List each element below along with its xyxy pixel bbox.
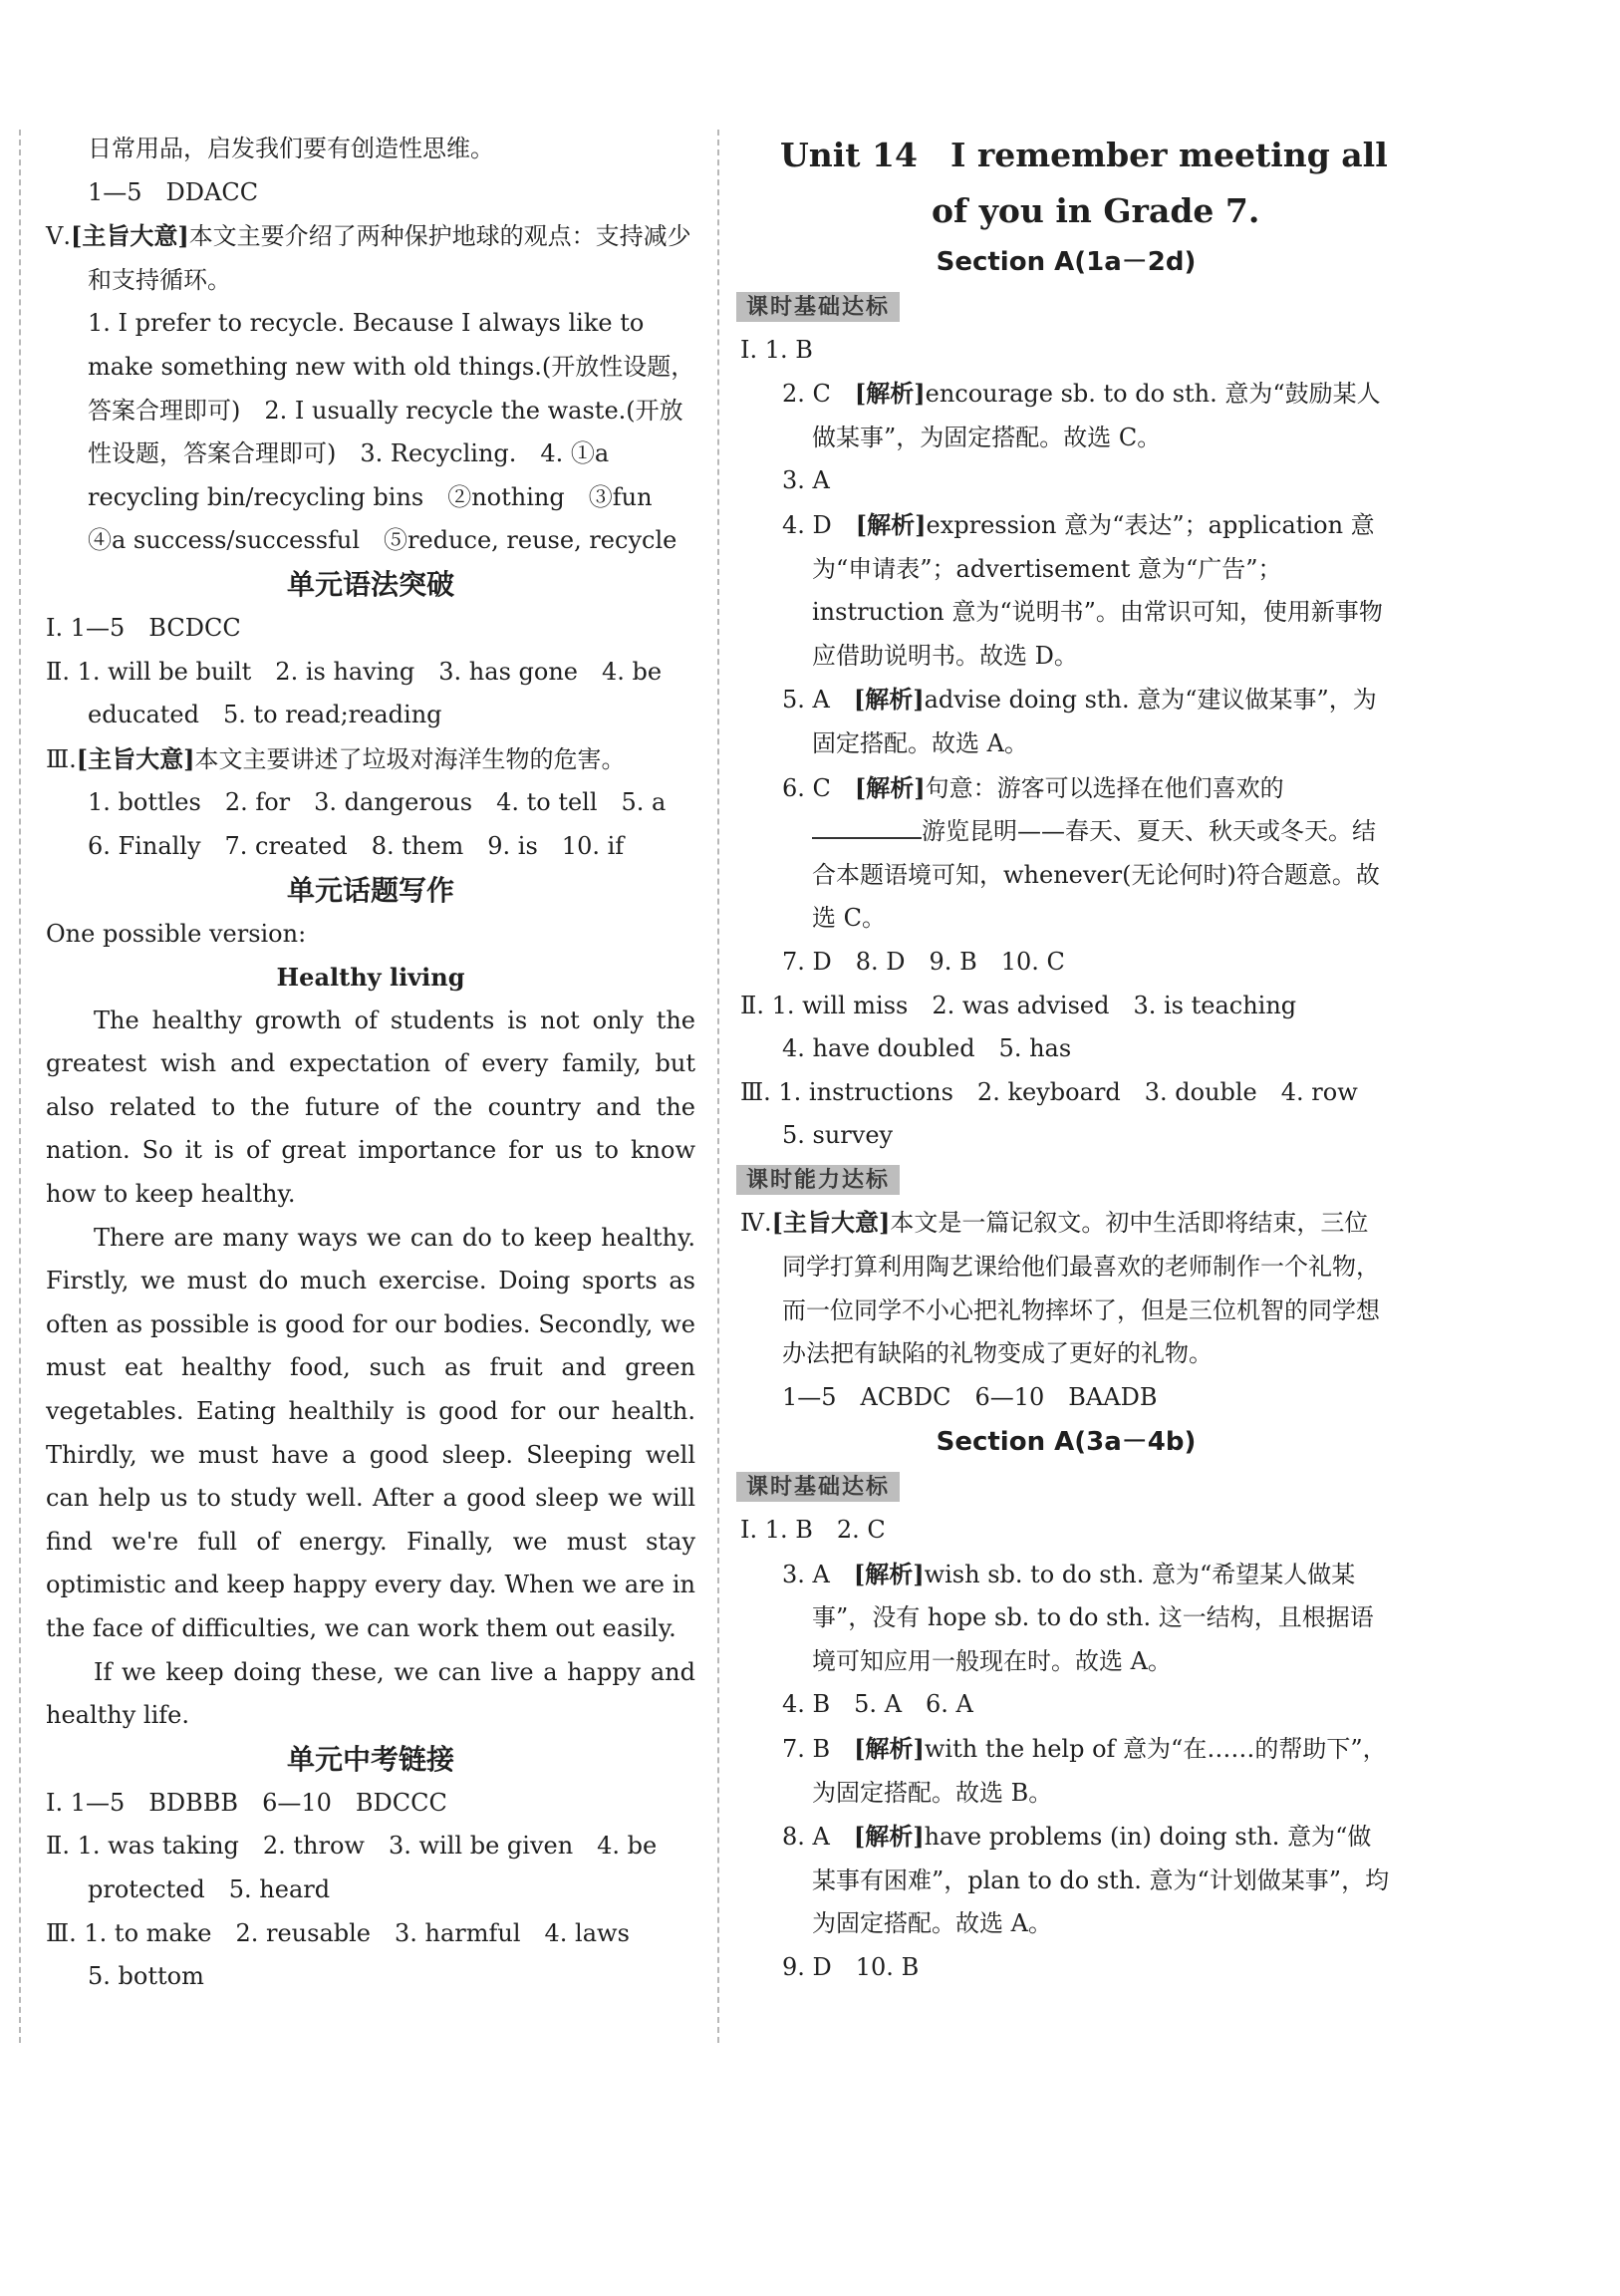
analysis-text: wish sb. to do sth. 意为“希望某人做某事”，没有 hope sb. to do sth. 这一结构，且根据语境可知应用一般现在时。故选 A。 bbox=[812, 1560, 1374, 1675]
analysis-tag: [解析] bbox=[853, 1559, 925, 1588]
section-label: Ⅳ. bbox=[740, 1209, 772, 1238]
essay-paragraph: The healthy growth of students is not only the greatest wish and expectation of every family, but also related to the future of the country and the nation. So it is of great importance for us to know how to keep healthy. bbox=[46, 1005, 695, 1209]
section-v bbox=[46, 214, 695, 302]
section-label: Ⅴ. bbox=[46, 222, 71, 251]
analysis-tag: [解析] bbox=[854, 1734, 925, 1763]
essay-paragraph: There are many ways we can do to keep healthy. Firstly, we must do much exercise. Doing sports as often as possible is good for our bodies. Secondly, we must eat healthy food, such as fruit and green vegetables. Eating healthily is good for our health. Thirdly, we must have a good sleep. Sleeping well can help us to study well. After a good sleep we will find we're full of energy. Finally, we must stay optimistic and keep happy every day. When we are in the face of difficulties, we can work them out easily. bbox=[46, 1223, 695, 1642]
explained-answer bbox=[740, 678, 1392, 765]
answer-line: 6. Finally 7. created 8. them 9. is 10. if bbox=[88, 831, 625, 860]
summary-tag: [主旨大意] bbox=[76, 743, 195, 773]
answer-number: 3. A bbox=[782, 466, 830, 495]
analysis-tag: [解析] bbox=[854, 772, 926, 802]
answer-line: 1—5 DDACC bbox=[88, 177, 259, 206]
summary-tag: [主旨大意] bbox=[771, 1208, 891, 1238]
answer-line: Ⅰ. 1—5 BCDCC bbox=[46, 613, 241, 642]
left-margin-divider bbox=[19, 130, 21, 2043]
right-column bbox=[740, 128, 1392, 2065]
explained-answer bbox=[740, 372, 1392, 459]
explained-answer bbox=[740, 1727, 1392, 1815]
summary-text: 本文主要介绍了两种保护地球的观点：支持减少和支持循环。 bbox=[88, 222, 691, 294]
section-v-answers: 1. I prefer to recycle. Because I always like to make something new with old things.(开放性设题，答案合理即可) 2. I usually recycle the waste.(开放性设题，答案合理即可) 3. Recycling. 4. ①a recycling bin/recycling bins ②nothing ③fun ④a success/successful ⑤reduce, reuse, recycle bbox=[88, 309, 695, 555]
answer-line: Ⅱ. 1. was taking 2. throw 3. will be given 4. be protected 5. heard bbox=[46, 1832, 658, 1903]
writing-intro: One possible version: bbox=[46, 919, 307, 948]
answer-line: Ⅰ. 1. B 2. C bbox=[740, 1516, 886, 1545]
summary-tag: [主旨大意] bbox=[70, 221, 189, 251]
explained-answer bbox=[740, 766, 1392, 941]
explained-answer bbox=[740, 503, 1392, 678]
writing-heading: 单元话题写作 bbox=[286, 873, 454, 907]
fill-blank bbox=[812, 815, 922, 839]
column-divider bbox=[717, 130, 719, 2043]
explained-answer bbox=[740, 1683, 1392, 1727]
summary-text: 本文主要讲述了垃圾对海洋生物的危害。 bbox=[194, 744, 626, 773]
grammar-heading: 单元语法突破 bbox=[286, 567, 454, 601]
answer-line: Ⅰ. 1. B bbox=[740, 335, 813, 364]
analysis-text: expression 意为“表达”；application 意为“申请表”；advertisement 意为“广告”；instruction 意为“说明书”。由常识可知，使用新事物应借助说明书。故选 D。 bbox=[812, 510, 1383, 670]
analysis-text: 游览昆明——春天、夏天、秋天或冬天。结合本题语境可知，whenever(无论何时)符合题意。故选 C。 bbox=[812, 817, 1380, 933]
answer-number: 8. A bbox=[782, 1823, 830, 1852]
section-title: Section A(1a－2d) bbox=[936, 247, 1197, 277]
answer-line: Ⅲ. 1. instructions 2. keyboard 3. double 4. row bbox=[740, 1077, 1358, 1106]
analysis-tag: [解析] bbox=[853, 1822, 925, 1852]
left-column bbox=[46, 128, 695, 2065]
answer-line: 1—5 ACBDC 6—10 BAADB bbox=[782, 1382, 1158, 1411]
answer-number: 7. B bbox=[782, 1735, 831, 1763]
essay-paragraph: If we keep doing these, we can live a happy and healthy life. bbox=[46, 1657, 695, 1730]
answer-number: 5. A bbox=[782, 686, 830, 715]
unit-title: Unit 14 I remember meeting all of you in Grade 7. bbox=[780, 136, 1388, 230]
analysis-tag: [解析] bbox=[854, 379, 926, 409]
explained-answer bbox=[740, 1815, 1392, 1946]
analysis-text: advise doing sth. 意为“建议做某事”，为固定搭配。故选 A。 bbox=[812, 686, 1377, 757]
explained-answer bbox=[740, 1553, 1392, 1684]
answer-number: 3. A bbox=[782, 1560, 830, 1588]
answer-number: 9. D 10. B bbox=[782, 1952, 920, 1981]
essay-title: Healthy living bbox=[276, 963, 465, 993]
analysis-text: have problems (in) doing sth. 意为“做某事有困难”，plan to do sth. 意为“计划做某事”，均为固定搭配。故选 A。 bbox=[812, 1823, 1390, 1938]
section-band: 课时基础达标 bbox=[736, 292, 900, 322]
explained-answers bbox=[740, 1553, 1392, 1990]
analysis-text: 句意：游客可以选择在他们喜欢的 bbox=[925, 773, 1284, 802]
answer-number: 4. B 5. A 6. A bbox=[782, 1690, 973, 1719]
section-label: Ⅲ. bbox=[46, 744, 77, 773]
answer-line: 1. bottles 2. for 3. dangerous 4. to tell 5. a bbox=[88, 788, 667, 817]
answer-number: 2. C bbox=[782, 380, 831, 409]
explained-answers bbox=[740, 372, 1392, 765]
analysis-tag: [解析] bbox=[855, 509, 927, 539]
answer-line: 5. survey bbox=[782, 1121, 894, 1150]
summary-text: 本文是一篇记叙文。初中生活即将结束，三位同学打算利用陶艺课给他们最喜欢的老师制作一个礼物，而一位同学不小心把礼物摔坏了，但是三位机智的同学想办法把有缺陷的礼物变成了更好的礼物。 bbox=[782, 1209, 1380, 1368]
explained-answer bbox=[740, 1946, 1392, 1990]
answer-line: 4. have doubled 5. has bbox=[782, 1034, 1072, 1063]
answer-line: 5. bottom bbox=[88, 1962, 204, 1991]
grammar-iii bbox=[46, 737, 695, 782]
analysis-text: encourage sb. to do sth. 意为“鼓励某人做某事”，为固定搭配。故选 C。 bbox=[812, 380, 1381, 451]
analysis-text: with the help of 意为“在……的帮助下”，为固定搭配。故选 B。 bbox=[812, 1735, 1387, 1807]
answer-number: 6. C bbox=[782, 773, 831, 802]
explained-answer bbox=[740, 459, 1392, 503]
answer-line: Ⅰ. 1—5 BDBBB 6—10 BDCCC bbox=[46, 1788, 447, 1817]
section-band: 课时能力达标 bbox=[736, 1165, 900, 1195]
answer-line: 7. D 8. D 9. B 10. C bbox=[782, 947, 1065, 976]
section-iv bbox=[740, 1201, 1392, 1375]
answer-line: Ⅱ. 1. will miss 2. was advised 3. is teaching bbox=[740, 991, 1297, 1019]
section-title: Section A(3a－4b) bbox=[936, 1427, 1197, 1458]
exam-heading: 单元中考链接 bbox=[286, 1742, 454, 1776]
answer-line: Ⅲ. 1. to make 2. reusable 3. harmful 4. laws bbox=[46, 1918, 630, 1947]
analysis-tag: [解析] bbox=[853, 685, 925, 715]
text-line: 日常用品，启发我们要有创造性思维。 bbox=[88, 135, 494, 162]
answer-line: Ⅱ. 1. will be built 2. is having 3. has gone 4. be educated 5. to read;reading bbox=[46, 657, 663, 729]
section-band: 课时基础达标 bbox=[736, 1472, 900, 1502]
answer-number: 4. D bbox=[782, 510, 832, 539]
